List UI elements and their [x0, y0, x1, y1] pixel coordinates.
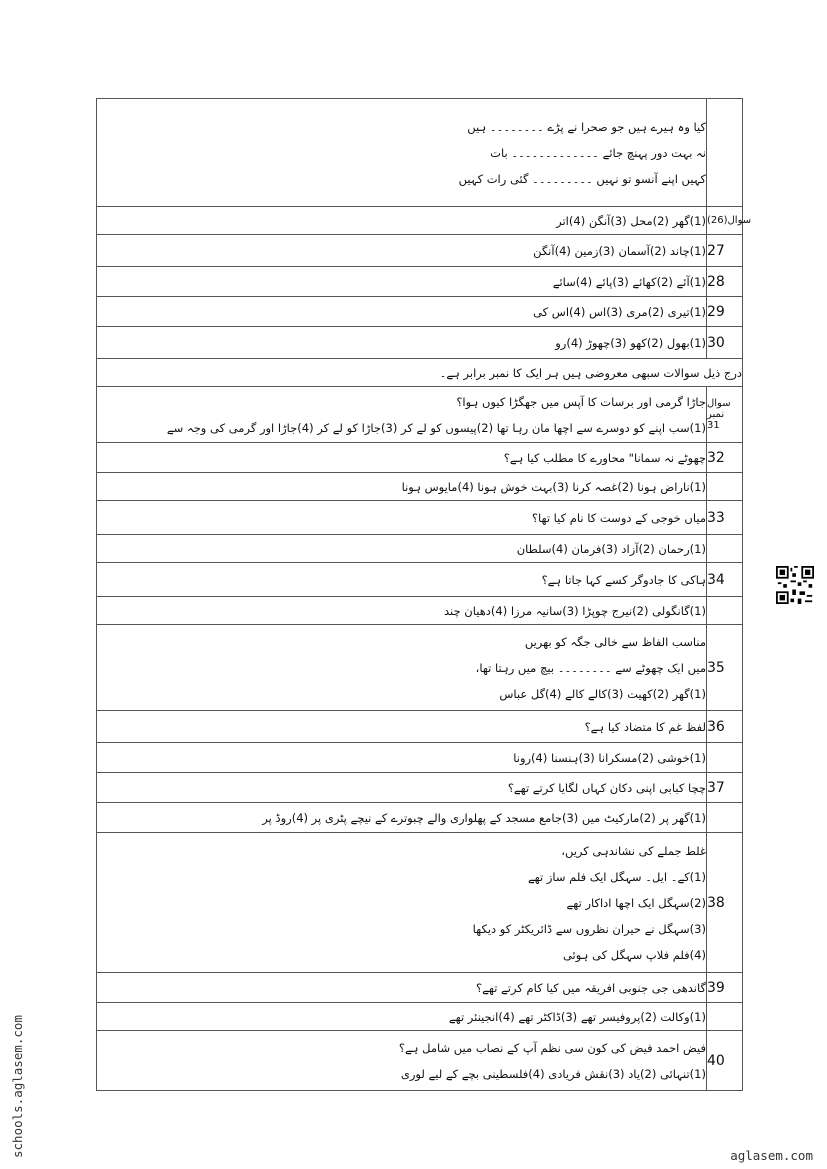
question-line: (4)فلم فلاپ سہگل کی ہوئی: [562, 947, 706, 962]
question-number: 32: [707, 449, 725, 466]
question-number-cell: [707, 207, 752, 235]
question-text-cell: [97, 235, 707, 267]
table-row: [97, 235, 743, 267]
question-line: فیض احمد فیض کی کون سی نظم آپ کے نصاب میں شامل ہے؟: [398, 1040, 706, 1055]
table-row: [97, 207, 743, 235]
question-number: سوال نمبر 31: [707, 398, 731, 431]
question-line: چھوٹے نہ سمانا" محاورے کا مطلب کیا ہے؟: [503, 450, 706, 465]
question-text-cell: [97, 711, 707, 743]
table-row: [97, 1031, 743, 1091]
question-text-cell: [97, 473, 707, 501]
question-line: (1)ناراض ہونا (2)غصہ کرنا (3)بہت خوش ہونا (4)مایوس ہونا: [401, 479, 706, 494]
question-line: درج ذیل سوالات سبھی معروضی ہیں ہر ایک کا نمبر برابر ہے۔: [439, 365, 742, 380]
question-number-cell: [707, 711, 743, 743]
question-line: (1)تنہائی (2)یاد (3)نقش فریادی (4)فلسطینی بچے کے لیے لوری: [400, 1066, 706, 1081]
table-row: [97, 563, 743, 597]
question-line: (1)آئے (2)کھائے (3)پائے (4)سائے: [552, 274, 706, 289]
question-number: 29: [707, 303, 725, 320]
question-line: (1)گانگولی (2)نیرج چوپڑا (3)سانیہ مرزا (4)دھیان چند: [444, 603, 706, 618]
qr-code-icon: [776, 566, 814, 604]
table-row: [97, 327, 743, 359]
question-text-cell: [97, 267, 707, 297]
question-number-cell: [707, 625, 743, 711]
question-text-cell: [97, 973, 707, 1003]
question-number-cell: [707, 267, 743, 297]
question-number-cell: [707, 833, 743, 973]
question-text-cell: [97, 99, 707, 207]
question-number-cell: [707, 297, 743, 327]
question-text-cell: [97, 327, 707, 359]
question-text-cell: [97, 1031, 707, 1091]
question-number: سوال(26): [707, 215, 752, 226]
question-text-cell: [97, 387, 707, 443]
table-row: [97, 625, 743, 711]
question-text-cell: [97, 359, 743, 387]
question-number-cell: [707, 563, 743, 597]
question-number: 40: [707, 1052, 725, 1069]
question-number-cell: [707, 99, 743, 207]
question-number-cell: [707, 1031, 743, 1091]
table-row: [97, 597, 743, 625]
table-row: [97, 833, 743, 973]
question-line: لفظ غم کا متضاد کیا ہے؟: [584, 719, 706, 734]
question-text-cell: [97, 803, 707, 833]
table-row: [97, 1003, 743, 1031]
question-line: کیا وہ ہیرے ہیں جو صحرا نے پڑے ۔۔۔۔۔۔۔۔ ہیں: [467, 119, 706, 134]
question-number-cell: [707, 501, 743, 535]
question-number-cell: [707, 597, 743, 625]
question-number: 27: [707, 242, 725, 259]
question-number-cell: [707, 473, 743, 501]
side-watermark: schools.aglasem.com: [10, 1015, 25, 1158]
table-row: [97, 473, 743, 501]
question-number-cell: [707, 803, 743, 833]
question-number: 38: [707, 894, 725, 911]
question-line: (2)سہگل ایک اچھا اداکار تھے: [566, 895, 706, 910]
table-row: [97, 501, 743, 535]
question-line: ہاکی کا جادوگر کسے کہا جاتا ہے؟: [541, 572, 706, 587]
question-text-cell: [97, 297, 707, 327]
question-number: 39: [707, 979, 725, 996]
question-line: جاڑا گرمی اور برسات کا آپس میں جھگڑا کیوں ہوا؟: [456, 394, 706, 409]
question-line: (1)رحمان (2)آزاد (3)فرمان (4)سلطان: [516, 541, 706, 556]
table-row: [97, 773, 743, 803]
table-row: [97, 267, 743, 297]
question-line: (1)گھر (2)کھیت (3)کالے کالے (4)گل عباس: [499, 686, 706, 701]
question-line: (1)کے۔ ایل۔ سہگل ایک فلم ساز تھے: [527, 869, 706, 884]
question-line: میاں خوجی کے دوست کا نام کیا تھا؟: [531, 510, 706, 525]
question-line: (1)تیری (2)مری (3)اس (4)اس کی: [533, 304, 706, 319]
table-row: [97, 973, 743, 1003]
question-line: (1)خوشی (2)مسکرانا (3)ہنسنا (4)رونا: [513, 750, 706, 765]
question-number-cell: [707, 535, 743, 563]
question-line: گاندھی جی جنوبی افریقہ میں کیا کام کرتے تھے؟: [476, 980, 706, 995]
question-number: 34: [707, 571, 725, 588]
question-line: (1)چاند (2)آسمان (3)زمین (4)آنگن: [533, 243, 706, 258]
table-row: [97, 99, 743, 207]
question-line: مناسب الفاظ سے خالی جگہ کو بھریں: [524, 634, 706, 649]
table-row: [97, 297, 743, 327]
question-text-cell: [97, 625, 707, 711]
question-number: 36: [707, 718, 725, 735]
question-table: [96, 98, 752, 1091]
question-line: میں ایک چھوٹے سے ۔۔۔۔۔۔۔۔ بیچ میں رہتا تھا،: [475, 660, 706, 675]
table-row: [97, 359, 743, 387]
question-number-cell: [707, 773, 743, 803]
table-row: [97, 711, 743, 743]
question-number-cell: [707, 973, 743, 1003]
question-text-cell: [97, 207, 707, 235]
question-number: 35: [707, 659, 725, 676]
question-text-cell: [97, 563, 707, 597]
question-text-cell: [97, 833, 707, 973]
question-text-cell: [97, 597, 707, 625]
question-line: نہ بہت دور پہنچ جائے ۔۔۔۔۔۔۔۔۔۔۔۔۔ بات: [490, 145, 706, 160]
question-text-cell: [97, 743, 707, 773]
table-row: [97, 535, 743, 563]
question-line: کہیں اپنے آنسو تو نہیں ۔۔۔۔۔۔۔۔۔ گئی رات کہیں: [458, 171, 706, 186]
question-line: (1)گھر پر (2)مارکیٹ میں (3)جامع مسجد کے پھلواری والے چبوترے کے نیچے پٹری پر (4)روڈ پر: [262, 810, 706, 825]
question-line: چچا کبابی اپنی دکان کہاں لگایا کرتے تھے؟: [507, 780, 706, 795]
question-line: (1)گھر (2)محل (3)آنگن (4)اتر: [556, 213, 706, 228]
question-number-cell: [707, 327, 743, 359]
question-line: (3)سہگل نے حیران نظروں سے ڈائریکٹر کو دیکھا: [472, 921, 706, 936]
question-number-cell: [707, 443, 743, 473]
question-number-cell: [707, 387, 743, 443]
question-number: 30: [707, 334, 725, 351]
question-number: 33: [707, 509, 725, 526]
table-row: [97, 387, 743, 443]
table-row: [97, 803, 743, 833]
question-line: غلط جملے کی نشاندہی کریں،: [561, 843, 706, 858]
question-number-cell: [707, 743, 743, 773]
question-line: (1)وکالت (2)پروفیسر تھے (3)ڈاکٹر تھے (4)انجینئر تھے: [448, 1009, 706, 1024]
question-text-cell: [97, 1003, 707, 1031]
question-text-cell: [97, 535, 707, 563]
table-row: [97, 443, 743, 473]
question-line: (1)بھول (2)کھو (3)چھوڑ (4)رو: [555, 335, 706, 350]
question-number-cell: [707, 1003, 743, 1031]
question-number: 37: [707, 779, 725, 796]
question-text-cell: [97, 443, 707, 473]
table-row: [97, 743, 743, 773]
question-text-cell: [97, 501, 707, 535]
question-line: (1)سب اپنے کو دوسرے سے اچھا مان رہا تھا (2)پیسوں کو لے کر (3)جاڑا کو لے کر (4)جاڑا اور گرمی کی وجہ سے: [166, 420, 706, 435]
question-text-cell: [97, 773, 707, 803]
question-number: 28: [707, 273, 725, 290]
footer-watermark: aglasem.com: [730, 1148, 813, 1163]
question-number-cell: [707, 235, 743, 267]
